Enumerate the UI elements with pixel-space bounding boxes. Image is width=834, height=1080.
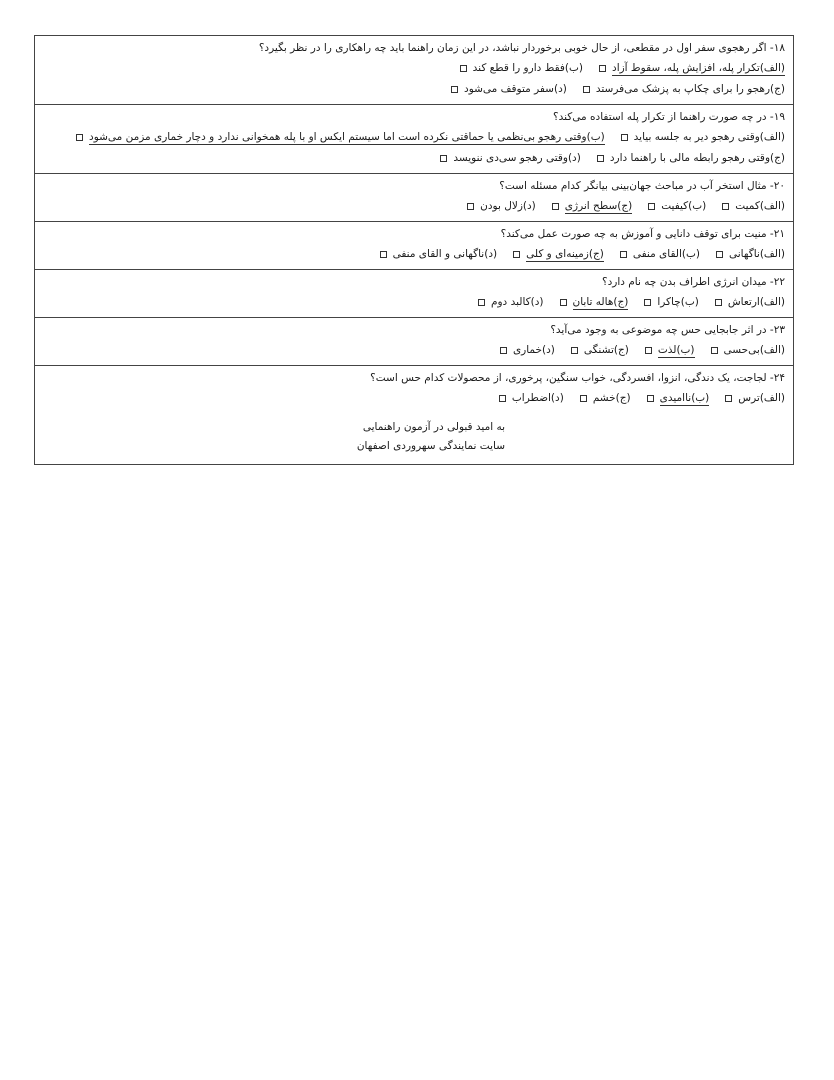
answer-option[interactable] xyxy=(583,79,785,100)
question-text: ۱۸- اگر رهجوی سفر اول در مقطعی، از حال خوبی برخوردار نباشد، در این زمان راهنما باید چه راهکاری را در نظر بگیرد؟ xyxy=(258,42,785,54)
answer-option-label: (الف)کمیت xyxy=(735,200,785,212)
answer-option[interactable] xyxy=(725,388,785,409)
question-block xyxy=(35,222,793,270)
answer-option[interactable] xyxy=(460,58,583,79)
answer-option[interactable] xyxy=(647,388,710,409)
answer-option-label: (ج)رهجو را برای چکاپ به پزشک می‌فرستد xyxy=(595,83,785,95)
answer-option[interactable] xyxy=(648,196,706,217)
question-text: ۱۹- در چه صورت راهنما از تکرار پله استفاده می‌کند؟ xyxy=(553,111,785,123)
answer-option[interactable] xyxy=(620,244,700,265)
checkbox-icon[interactable] xyxy=(440,155,447,162)
checkbox-icon[interactable] xyxy=(648,203,655,210)
checkbox-icon[interactable] xyxy=(451,86,458,93)
checkbox-icon[interactable] xyxy=(583,86,590,93)
question-block xyxy=(35,174,793,222)
answer-option[interactable] xyxy=(580,388,631,409)
question-block xyxy=(35,366,793,413)
checkbox-icon[interactable] xyxy=(560,299,567,306)
answer-option[interactable] xyxy=(513,244,604,265)
questions-list xyxy=(35,36,793,413)
answer-option-label: (ج)تشنگی xyxy=(583,344,629,356)
answer-option[interactable] xyxy=(440,148,580,169)
answer-option-label: (الف)بی‌حسی xyxy=(723,344,785,356)
options-row xyxy=(43,58,785,79)
options-row xyxy=(43,292,785,313)
checkbox-icon[interactable] xyxy=(552,203,559,210)
answer-option[interactable] xyxy=(716,244,785,265)
question-block xyxy=(35,36,793,105)
answer-option-label: (ج)وقتی رهجو رابطه مالی با راهنما دارد xyxy=(609,152,785,164)
question-block xyxy=(35,318,793,366)
answer-option[interactable] xyxy=(722,196,785,217)
checkbox-icon[interactable] xyxy=(76,134,83,141)
answer-option-label: (ج)زمینه‌ای و کلی xyxy=(526,248,604,260)
answer-option-label: (الف)وقتی رهجو دیر به جلسه بیاید xyxy=(633,131,785,143)
checkbox-icon[interactable] xyxy=(716,251,723,258)
answer-option-label: (د)سفر متوقف می‌شود xyxy=(464,83,567,95)
answer-option-label: (ج)سطح انرژی xyxy=(564,200,633,212)
answer-option-label: (ب)القای منفی xyxy=(632,248,700,260)
checkbox-icon[interactable] xyxy=(599,65,606,72)
answer-option-label: (الف)ناگهانی xyxy=(728,248,785,260)
answer-option-label: (الف)ارتعاش xyxy=(727,296,785,308)
answer-option[interactable] xyxy=(467,196,536,217)
answer-option[interactable] xyxy=(571,340,629,361)
answer-option-label: (د)زلال بودن xyxy=(480,200,536,212)
answer-option-label: (ب)چاکرا xyxy=(657,296,699,308)
checkbox-icon[interactable] xyxy=(597,155,604,162)
answer-option[interactable] xyxy=(76,127,605,148)
answer-option-label: (الف)ترس xyxy=(738,392,785,404)
footer-line-1: به امید قبولی در آزمون راهنمایی xyxy=(362,421,505,433)
checkbox-icon[interactable] xyxy=(644,299,651,306)
answer-option[interactable] xyxy=(621,127,785,148)
answer-option-label: (د)اضطراب xyxy=(511,392,564,404)
answer-option[interactable] xyxy=(711,340,785,361)
options-row xyxy=(43,148,785,169)
checkbox-icon[interactable] xyxy=(467,203,474,210)
checkbox-icon[interactable] xyxy=(645,347,652,354)
answer-option[interactable] xyxy=(380,244,498,265)
answer-option[interactable] xyxy=(499,388,564,409)
checkbox-icon[interactable] xyxy=(715,299,722,306)
answer-option-label: (ب)کیفیت xyxy=(661,200,707,212)
footer-line-2: سایت نمایندگی سهروردی اصفهان xyxy=(356,440,505,452)
checkbox-icon[interactable] xyxy=(647,395,654,402)
question-text: ۲۴- لجاجت، یک دندگی، انزوا، افسردگی، خواب سنگین، پرخوری، از محصولات کدام حس است؟ xyxy=(370,372,785,384)
answer-option-label: (د)ناگهانی و القای منفی xyxy=(392,248,498,260)
answer-option[interactable] xyxy=(715,292,785,313)
answer-option[interactable] xyxy=(560,292,629,313)
answer-option-label: (ب)لذت xyxy=(657,344,695,356)
answer-option-label: (ب)وقتی رهجو بی‌نظمی یا حماقتی نکرده است اما سیستم ایکس او با پله همخوانی ندارد و دچار خماری مزمن می‌شود xyxy=(89,131,605,143)
answer-option-label: (الف)تکرار پله، افزایش پله، سقوط آزاد xyxy=(612,62,785,74)
checkbox-icon[interactable] xyxy=(711,347,718,354)
checkbox-icon[interactable] xyxy=(571,347,578,354)
question-block xyxy=(35,105,793,174)
answer-option[interactable] xyxy=(500,340,555,361)
checkbox-icon[interactable] xyxy=(478,299,485,306)
options-row xyxy=(43,388,785,409)
checkbox-icon[interactable] xyxy=(722,203,729,210)
options-row xyxy=(43,79,785,100)
answer-option[interactable] xyxy=(644,292,698,313)
exam-sheet xyxy=(34,35,794,465)
answer-option[interactable] xyxy=(597,148,785,169)
answer-option[interactable] xyxy=(478,292,544,313)
checkbox-icon[interactable] xyxy=(620,251,627,258)
answer-option-label: (ب)فقط دارو را قطع کند xyxy=(472,62,584,74)
answer-option-label: (ج)هاله تابان xyxy=(572,296,629,308)
footer xyxy=(35,413,793,464)
answer-option[interactable] xyxy=(552,196,632,217)
options-row xyxy=(43,340,785,361)
checkbox-icon[interactable] xyxy=(513,251,520,258)
checkbox-icon[interactable] xyxy=(580,395,587,402)
checkbox-icon[interactable] xyxy=(725,395,732,402)
checkbox-icon[interactable] xyxy=(621,134,628,141)
answer-option[interactable] xyxy=(599,58,785,79)
checkbox-icon[interactable] xyxy=(499,395,506,402)
answer-option-label: (ب)ناامیدی xyxy=(659,392,710,404)
options-row xyxy=(43,127,785,148)
options-row xyxy=(43,244,785,265)
checkbox-icon[interactable] xyxy=(460,65,467,72)
answer-option-label: (د)خماری xyxy=(512,344,555,356)
question-block xyxy=(35,270,793,318)
answer-option-label: (د)کالبد دوم xyxy=(490,296,544,308)
checkbox-icon[interactable] xyxy=(500,347,507,354)
question-text: ۲۳- در اثر جابجایی حس چه موضوعی به وجود می‌آید؟ xyxy=(550,324,785,336)
answer-option-label: (د)وقتی رهجو سی‌دی ننویسد xyxy=(453,152,581,164)
checkbox-icon[interactable] xyxy=(380,251,387,258)
question-text: ۲۰- مثال استخر آب در مباحث جهان‌بینی بیانگر کدام مسئله است؟ xyxy=(499,180,785,192)
answer-option[interactable] xyxy=(645,340,695,361)
answer-option[interactable] xyxy=(451,79,567,100)
options-row xyxy=(43,196,785,217)
answer-option-label: (ج)خشم xyxy=(592,392,631,404)
question-text: ۲۱- منیت برای توقف دانایی و آموزش به چه صورت عمل می‌کند؟ xyxy=(500,228,785,240)
question-text: ۲۲- میدان انرژی اطراف بدن چه نام دارد؟ xyxy=(602,276,785,288)
